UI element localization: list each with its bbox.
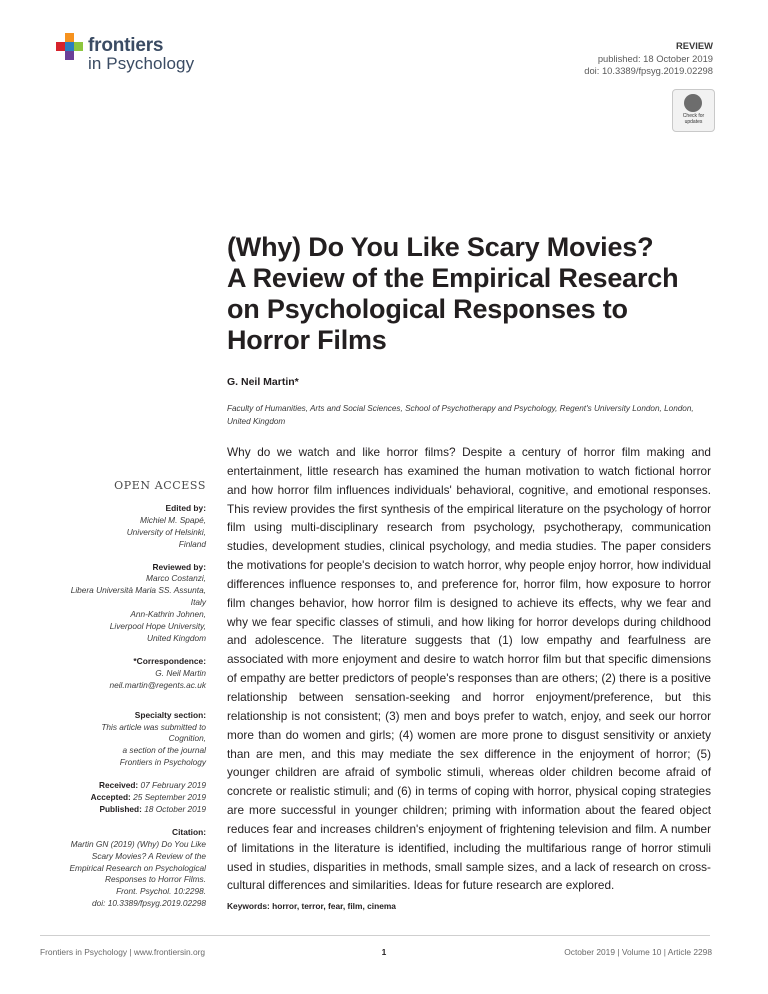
reviewer-line[interactable]: Ann-Kathrin Johnen,	[130, 609, 206, 620]
citation-line: Martin GN (2019) (Why) Do You Like	[70, 838, 206, 849]
editor-line: Finland	[178, 538, 206, 549]
reviewer-line: United Kingdom	[146, 632, 206, 643]
specialty-heading: Specialty section:	[134, 709, 206, 720]
footer-divider	[40, 935, 710, 936]
correspondence-section	[40, 656, 206, 692]
title-line: on Psychological Responses to	[227, 294, 628, 324]
journal-logo[interactable]	[56, 33, 226, 81]
specialty-line: a section of the journal	[122, 745, 206, 756]
open-access-label: OPEN ACCESS	[114, 479, 206, 492]
article-title	[227, 232, 727, 356]
footer-journal-link[interactable]: Frontiers in Psychology | www.frontiersin.org	[40, 947, 206, 957]
citation-doi[interactable]: doi: 10.3389/fpsyg.2019.02298	[92, 898, 206, 909]
citation-heading: Citation:	[172, 826, 206, 837]
title-line: Horror Films	[227, 325, 387, 355]
specialty-line: Cognition,	[168, 733, 206, 744]
received-date: Received: 07 February 2019	[98, 780, 206, 791]
article-meta	[584, 40, 713, 78]
abstract-text: Why do we watch and like horror films? Despite a century of horror film making and entertainment, little research has examined the human motivation to watch fictional horror and how horror film influences individuals' behavioral, cognitive, and emotional responses. This review provides the first synthesis of the empirical literature on the psychology of horror film using multi-disciplinary research from psychology, psychotherapy, communication studies, development studies, clinical psychology, and media studies. The paper considers the motivations for people's decision to watch horror, why people enjoy horror, how individual differences influence responses to, and preference for, horror film, how exposure to horror film changes behavior, how horror film is designed to achieve its effects, why we fear and why we fear specific classes of stimuli, and how liking for horror develops during childhood and adolescence. The literature suggests that (1) low empathy and fearfulness are associated with more enjoyment and desire to watch horror film but that specific dimensions of empathy are better predictors of people's responses than are others; (2) there is a positive relationship between sensation-seeking and horror enjoyment/preference, but this relationship is not consistent; (3) men and boys prefer to watch, enjoy, and seek our horror more than do women and girls; (4) women are more prone to disgust sensitivity or anxiety than are men, and this may mediate the sex difference in the enjoyment of horror; (5) younger children are afraid of symbolic stimuli, whereas older children become afraid of concrete or realistic stimuli; and (6) in terms of coping with horror, physical coping strategies are more successful in younger children; priming with information about the feared object reduces fear and increases children's enjoyment of frightening television and film. A number of limitations in the literature is identified, including the multifarious range of horror stimuli used in studies, disparities in methods, small sample sizes, and a lack of research on cross-cultural differences and similarities. Ideas for future research are explored.	[227, 445, 711, 893]
check-badge-text: Check for updates	[682, 113, 705, 125]
keywords-value: horror, terror, fear, film, cinema	[272, 901, 396, 911]
citation-line: Responses to Horror Films.	[105, 874, 206, 885]
reviewer-line: Libera Università Maria SS. Assunta,	[70, 585, 206, 596]
specialty-line: Frontiers in Psychology	[119, 757, 206, 768]
published-date-sidebar: Published: 18 October 2019	[99, 803, 206, 814]
article-info-sidebar	[40, 480, 206, 921]
article-doi[interactable]: doi: 10.3389/fpsyg.2019.02298	[584, 65, 713, 76]
title-line: A Review of the Empirical Research	[227, 263, 679, 293]
citation-line: Scary Movies? A Review of the	[91, 850, 206, 861]
accepted-date: Accepted: 25 September 2019	[90, 792, 206, 803]
frontiers-logo-icon	[56, 33, 86, 65]
citation-line: Front. Psychol. 10:2298.	[116, 886, 206, 897]
reviewed-by-section	[40, 562, 206, 645]
reviewer-line: Italy	[190, 597, 206, 608]
journal-brand: frontiers	[88, 35, 164, 56]
keywords-line	[227, 901, 396, 911]
title-line: (Why) Do You Like Scary Movies?	[227, 232, 654, 262]
reviewed-by-heading: Reviewed by:	[152, 561, 206, 572]
editor-line: University of Helsinki,	[126, 526, 206, 537]
reviewer-line[interactable]: Marco Costanzi,	[146, 573, 206, 584]
correspondence-heading: *Correspondence:	[133, 655, 206, 666]
article-type: REVIEW	[676, 40, 713, 51]
correspondence-name: G. Neil Martin	[155, 667, 206, 678]
journal-subtitle: in Psychology	[88, 54, 195, 73]
footer-issue-info: October 2019 | Volume 10 | Article 2298	[564, 947, 712, 957]
bookmark-icon	[684, 94, 702, 112]
citation-line: Empirical Research on Psychological	[69, 862, 206, 873]
keywords-label: Keywords:	[227, 901, 270, 911]
correspondence-email[interactable]: neil.martin@regents.ac.uk	[109, 679, 206, 690]
edited-by-section	[40, 503, 206, 551]
editor-line[interactable]: Michiel M. Spapé,	[140, 514, 206, 525]
dates-section	[40, 780, 206, 816]
published-date: published: 18 October 2019	[597, 52, 713, 64]
page-number: 1	[381, 947, 387, 957]
author-name[interactable]: G. Neil Martin*	[227, 376, 299, 388]
check-for-updates-badge[interactable]	[672, 89, 715, 132]
edited-by-heading: Edited by:	[165, 502, 206, 513]
specialty-line: This article was submitted to	[101, 721, 206, 732]
author-affiliation: Faculty of Humanities, Arts and Social Sciences, School of Psychotherapy and Psychology, Regent's University London, London, United Kingdom	[227, 404, 694, 426]
specialty-section	[40, 710, 206, 770]
reviewer-line: Liverpool Hope University,	[109, 621, 206, 632]
citation-section	[40, 827, 206, 910]
